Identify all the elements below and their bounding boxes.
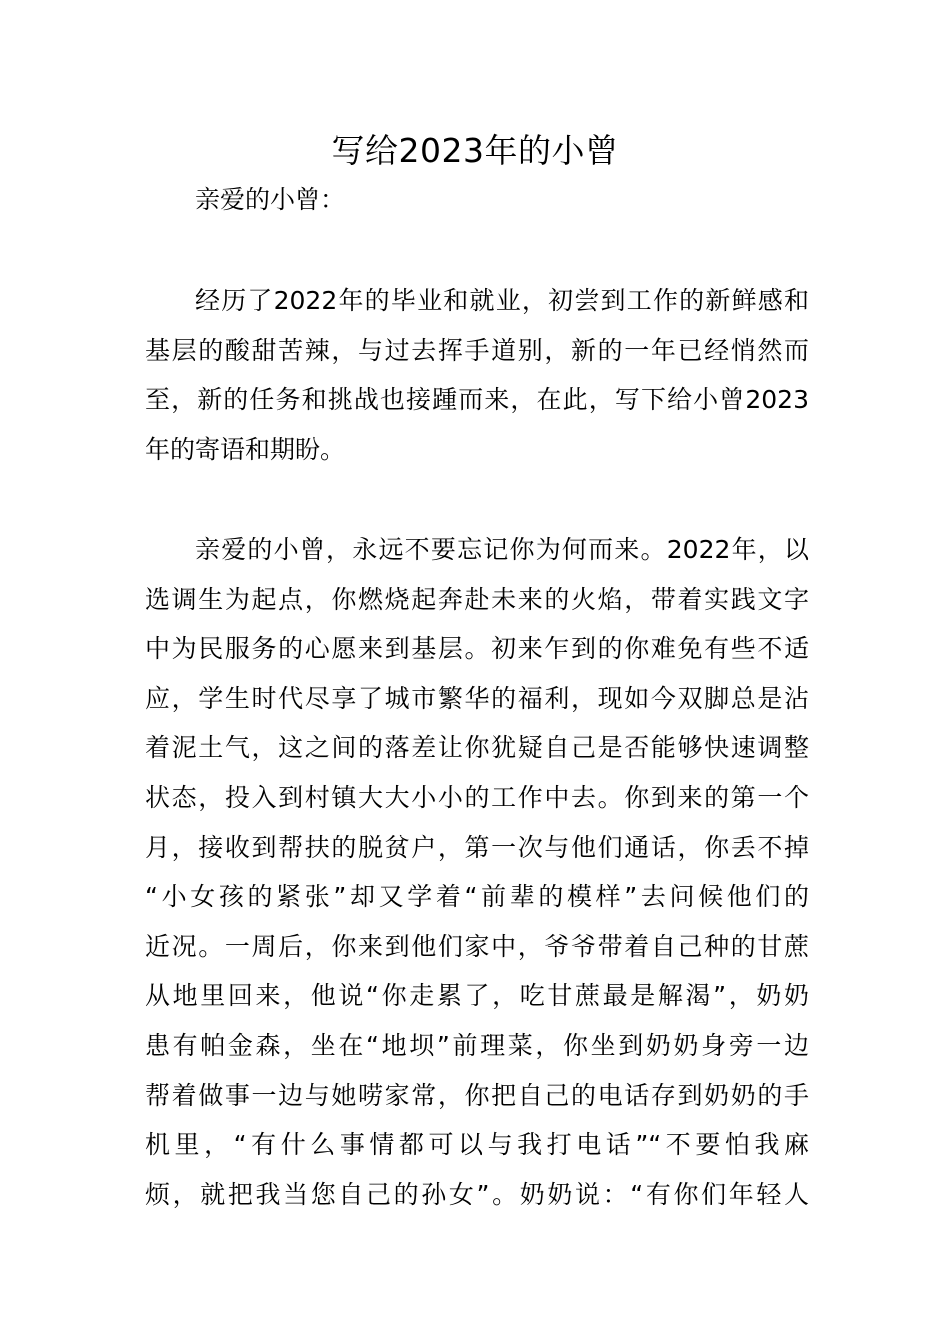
document-title: 写给2023年的小曾: [331, 131, 619, 170]
paragraph-line: 选调生为起点，你燃烧起奔赴未来的火焰，带着实践文字: [145, 584, 809, 614]
paragraph-line: 经历了2022年的毕业和就业，初尝到工作的新鲜感和: [195, 286, 809, 315]
paragraph-line: 基层的酸甜苦辣，与过去挥手道别，新的一年已经悄然而: [145, 335, 809, 365]
paragraph-1: [145, 276, 809, 474]
paragraph-line: 中为民服务的心愿来到基层。初来乍到的你难免有些不适: [145, 634, 809, 664]
paragraph-line: 月，接收到帮扶的脱贫户，第一次与他们通话，你丢不掉: [145, 832, 809, 862]
paragraph-line: 患有帕金森，坐在“地坝”前理菜，你坐到奶奶身旁一边: [145, 1030, 809, 1060]
paragraph-line: 状态，投入到村镇大大小小的工作中去。你到来的第一个: [145, 782, 809, 812]
paragraph-line: 至，新的任务和挑战也接踵而来，在此，写下给小曾2023: [145, 385, 809, 415]
paragraph-line: “小女孩的紧张”却又学着“前辈的模样”去问候他们的: [145, 882, 809, 912]
paragraph-line: 机里，“有什么事情都可以与我打电话”“不要怕我麻: [145, 1130, 809, 1160]
paragraph-line: 着泥土气，这之间的落差让你犹疑自己是否能够快速调整: [145, 733, 809, 763]
paragraph-line: 亲爱的小曾，永远不要忘记你为何而来。2022年，以: [195, 535, 809, 564]
paragraph-line: 烦，就把我当您自己的孙女”。奶奶说：“有你们年轻人: [145, 1179, 809, 1209]
paragraph-line: 近况。一周后，你来到他们家中，爷爷带着自己种的甘蔗: [145, 931, 809, 961]
paragraph-line: 帮着做事一边与她唠家常，你把自己的电话存到奶奶的手: [145, 1080, 809, 1110]
salutation: 亲爱的小曾：: [195, 185, 346, 214]
paragraph-line: 从地里回来，他说“你走累了，吃甘蔗最是解渴”，奶奶: [145, 981, 809, 1011]
paragraph-line: 年的寄语和期盼。: [145, 434, 346, 464]
paragraph-line: 应，学生时代尽享了城市繁华的福利，现如今双脚总是沾: [145, 683, 809, 713]
paragraph-2: [145, 525, 809, 1219]
